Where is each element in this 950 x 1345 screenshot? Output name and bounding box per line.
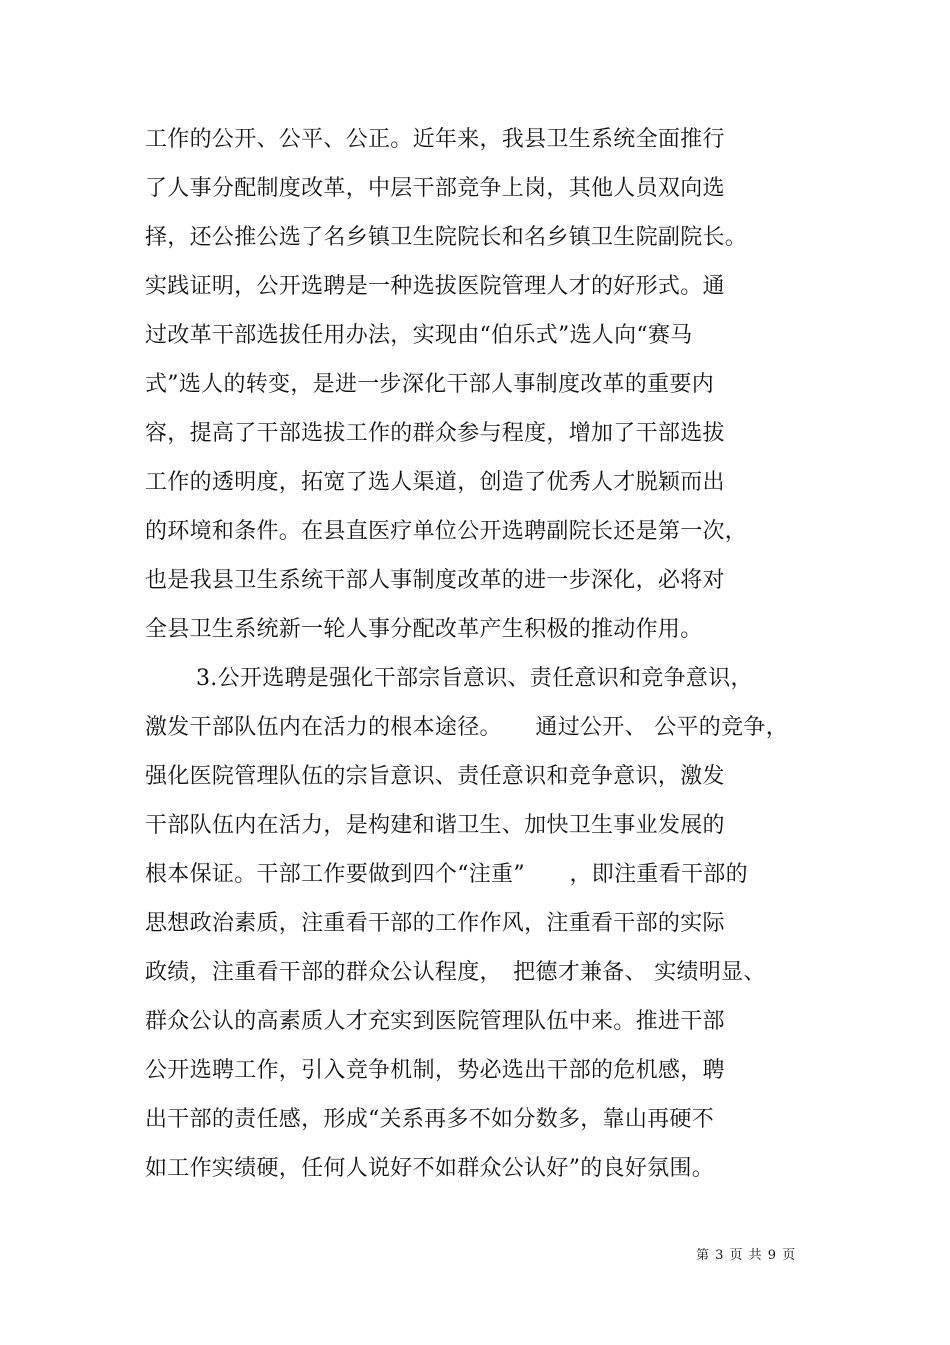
paragraph-line: 思想政治素质，注重看干部的工作作风，注重看干部的实际 <box>145 911 725 936</box>
paragraph-line: 群众公认的高素质人才充实到医院管理队伍中来。推进干部 <box>145 1009 725 1034</box>
paragraph-line: 工作的透明度，拓宽了选人渠道，创造了优秀人才脱颖而出 <box>145 470 725 495</box>
section-heading-line: 3.公开选聘是强化干部宗旨意识、责任意识和竞争意识， <box>196 666 753 691</box>
paragraph-line: 择，还公推公选了名乡镇卫生院院长和名乡镇卫生院副院长。 <box>145 225 748 250</box>
paragraph-line: 过改革干部选拔任用办法，实现由“伯乐式”选人向“赛马 <box>145 323 693 348</box>
paragraph-line: 了人事分配制度改革，中层干部竞争上岗，其他人员双向选 <box>145 176 725 201</box>
paragraph-line: 全县卫生系统新一轮人事分配改革产生积极的推动作用。 <box>145 617 703 642</box>
paragraph-line: 也是我县卫生系统干部人事制度改革的进一步深化，必将对 <box>145 568 725 593</box>
page-number-footer: 第 3 页 共 9 页 <box>696 1248 797 1263</box>
paragraph-line: 强化医院管理队伍的宗旨意识、责任意识和竞争意识，激发 <box>145 764 725 789</box>
paragraph-line: 根本保证。干部工作要做到四个“注重” ，即注重看干部的 <box>145 862 748 887</box>
paragraph-line: 工作的公开、公平、公正。近年来，我县卫生系统全面推行 <box>145 127 725 152</box>
paragraph-line: 的环境和条件。在县直医疗单位公开选聘副院长还是第一次， <box>145 519 748 544</box>
paragraph-line: 干部队伍内在活力，是构建和谐卫生、加快卫生事业发展的 <box>145 813 725 838</box>
paragraph-line: 如工作实绩硬，任何人说好不如群众公认好”的良好氛围。 <box>145 1156 715 1181</box>
paragraph-line: 出干部的责任感，形成“关系再多不如分数多，靠山再硬不 <box>145 1107 715 1132</box>
paragraph-line: 容，提高了干部选拔工作的群众参与程度，增加了干部选拔 <box>145 421 725 446</box>
paragraph-line: 公开选聘工作，引入竞争机制，势必选出干部的危机感，聘 <box>145 1058 725 1083</box>
paragraph-line: 激发干部队伍内在活力的根本途径。 通过公开、 公平的竞争， <box>145 715 788 740</box>
paragraph-line: 政绩，注重看干部的群众公认程度， 把德才兼备、 实绩明显、 <box>145 960 766 985</box>
paragraph-line: 实践证明，公开选聘是一种选拔医院管理人才的好形式。通 <box>145 274 725 299</box>
paragraph-line: 式”选人的转变，是进一步深化干部人事制度改革的重要内 <box>145 372 715 397</box>
